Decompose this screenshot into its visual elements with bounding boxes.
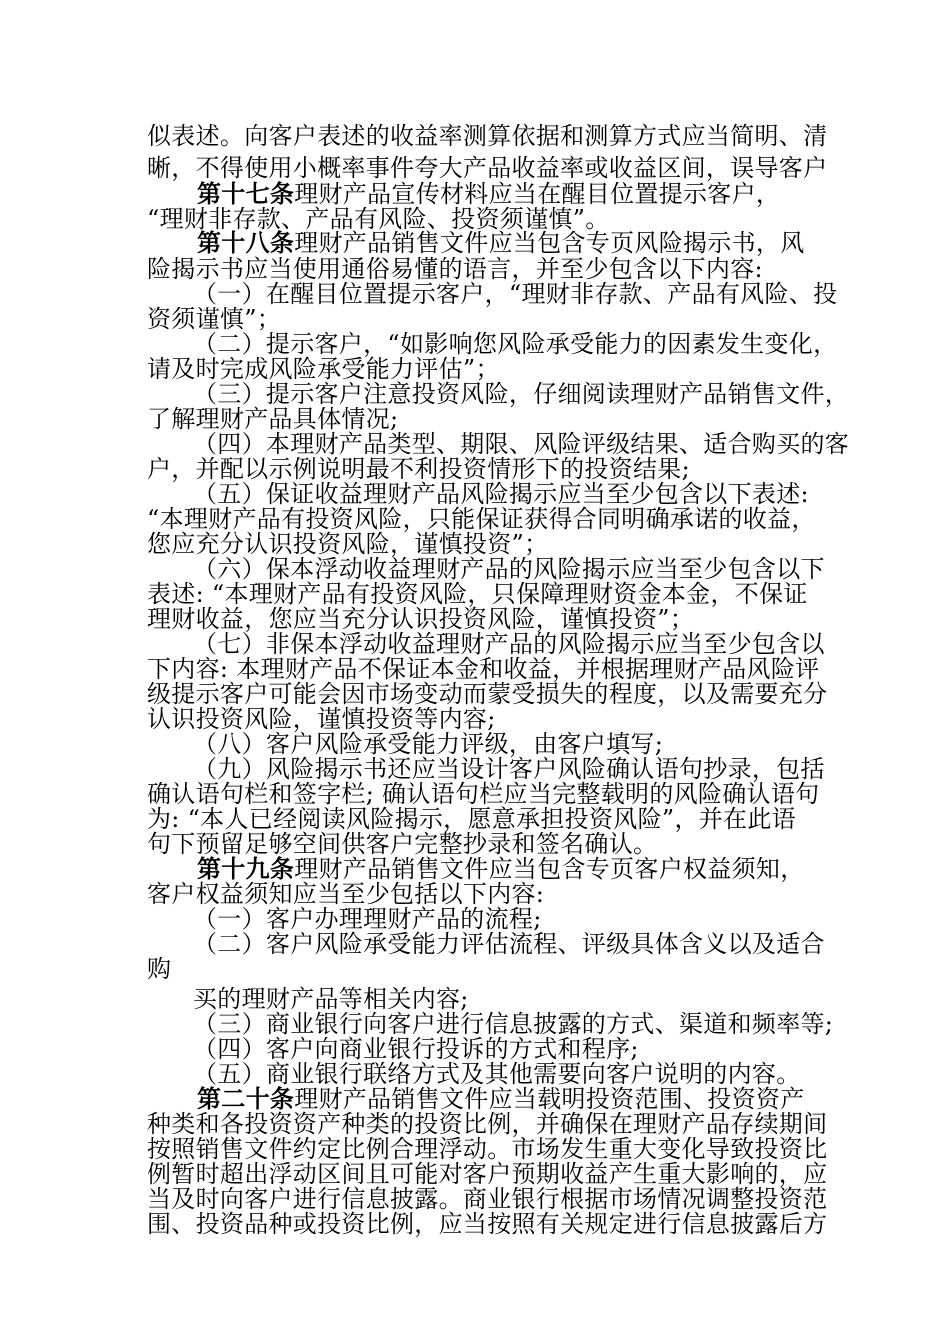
text-line: （二）客户风险承受能力评估流程、评级具体含义以及适合 <box>193 930 825 958</box>
text-line: 确认语句栏和签字栏; 确认语句栏应当完整载明的风险确认语句 <box>147 780 820 808</box>
article-heading: 第十七条 <box>197 180 295 208</box>
text-line: 请及时完成风险承受能力评估”； <box>147 355 500 383</box>
text-line: 表述: “本理财产品有投资风险，只保障理财资金本金，不保证 <box>147 580 808 608</box>
text-line: （六）保本浮动收益理财产品的风险揭示应当至少包含以下 <box>193 555 825 583</box>
text-line: （四）本理财产品类型、期限、风险评级结果、适合购买的客 <box>193 430 850 458</box>
text-line: “理财非存款、产品有风险、投资须谨慎”。 <box>147 205 610 233</box>
text-line: “本理财产品有投资风险，只能保证获得合同明确承诺的收益， <box>147 505 816 533</box>
text-line: （二）提示客户，“如影响您风险承受能力的因素发生变化， <box>193 330 838 358</box>
text-line: 例暂时超出浮动区间且可能对客户预期收益产生重大影响的，应 <box>147 1160 828 1188</box>
text-line: 晰，不得使用小概率事件夸大产品收益率或收益区间，误导客户 <box>147 154 828 182</box>
text-line: 围、投资品种或投资比例，应当按照有关规定进行信息披露后方 <box>147 1210 828 1238</box>
text-line: 购 <box>147 955 172 983</box>
text-line: （四）客户向商业银行投诉的方式和程序; <box>193 1035 639 1063</box>
text-line: 似表述。向客户表述的收益率测算依据和测算方式应当简明、清 <box>147 122 828 150</box>
text-line: 当及时向客户进行信息披露。商业银行根据市场情况调整投资范 <box>147 1185 828 1213</box>
article-heading: 第十九条 <box>197 855 295 883</box>
article-heading: 第二十条 <box>197 1085 295 1113</box>
text-line: （七）非保本浮动收益理财产品的风险揭示应当至少包含以 <box>193 630 825 658</box>
text-line: 您应充分认识投资风险，谨慎投资”； <box>147 530 549 558</box>
text-line: 户，并配以示例说明最不利投资情形下的投资结果; <box>147 455 690 483</box>
text-line: 下内容: 本理财产品不保证本金和收益，并根据理财产品风险评 <box>147 655 820 683</box>
text-line: （三）提示客户注意投资风险，仔细阅读理财产品销售文件， <box>193 380 850 408</box>
text-line: 险揭示书应当使用通俗易懂的语言，并至少包含以下内容: <box>147 255 763 283</box>
text-line: 买的理财产品等相关内容; <box>193 985 469 1013</box>
text-line: 按照销售文件约定比例合理浮动。市场发生重大变化导致投资比 <box>147 1135 828 1163</box>
text-line: 客户权益须知应当至少包括以下内容: <box>147 880 545 908</box>
text-line: 理财产品销售文件应当载明投资范围、投资资产 <box>294 1085 805 1113</box>
text-line: 认识投资风险，谨慎投资等内容; <box>147 705 496 733</box>
text-line: 级提示客户可能会因市场变动而蒙受损失的程度，以及需要充分 <box>147 680 828 708</box>
text-line: 理财收益，您应当充分认识投资风险，谨慎投资”； <box>147 605 695 633</box>
text-line: 了解理财产品具体情况; <box>147 405 399 433</box>
text-line: （一）在醒目位置提示客户，“理财非存款、产品有风险、投 <box>193 280 838 308</box>
text-line: 种类和各投资资产种类的投资比例，并确保在理财产品存续期间 <box>147 1110 828 1138</box>
text-line: （三）商业银行向客户进行信息披露的方式、渠道和频率等; <box>193 1010 834 1038</box>
text-line: 为: “本人已经阅读风险揭示，愿意承担投资风险”，并在此语 <box>147 805 796 833</box>
text-line: （五）商业银行联络方式及其他需要向客户说明的内容。 <box>193 1060 801 1088</box>
text-line: （八）客户风险承受能力评级，由客户填写; <box>193 730 664 758</box>
text-line: （五）保证收益理财产品风险揭示应当至少包含以下表述: <box>193 480 809 508</box>
text-line: （一）客户办理理财产品的流程; <box>193 905 542 933</box>
text-line: 理财产品销售文件应当包含专页风险揭示书，风 <box>294 229 805 257</box>
article-heading: 第十八条 <box>197 229 295 257</box>
text-line: 句下预留足够空间供客户完整抄录和签名确认。 <box>147 830 658 858</box>
text-line: 资须谨慎”； <box>147 305 282 333</box>
text-line: （九）风险揭示书还应当设计客户风险确认语句抄录，包括 <box>193 755 825 783</box>
text-line: 理财产品销售文件应当包含专页客户权益须知， <box>294 855 805 883</box>
text-line: 理财产品宣传材料应当在醒目位置提示客户， <box>294 180 781 208</box>
